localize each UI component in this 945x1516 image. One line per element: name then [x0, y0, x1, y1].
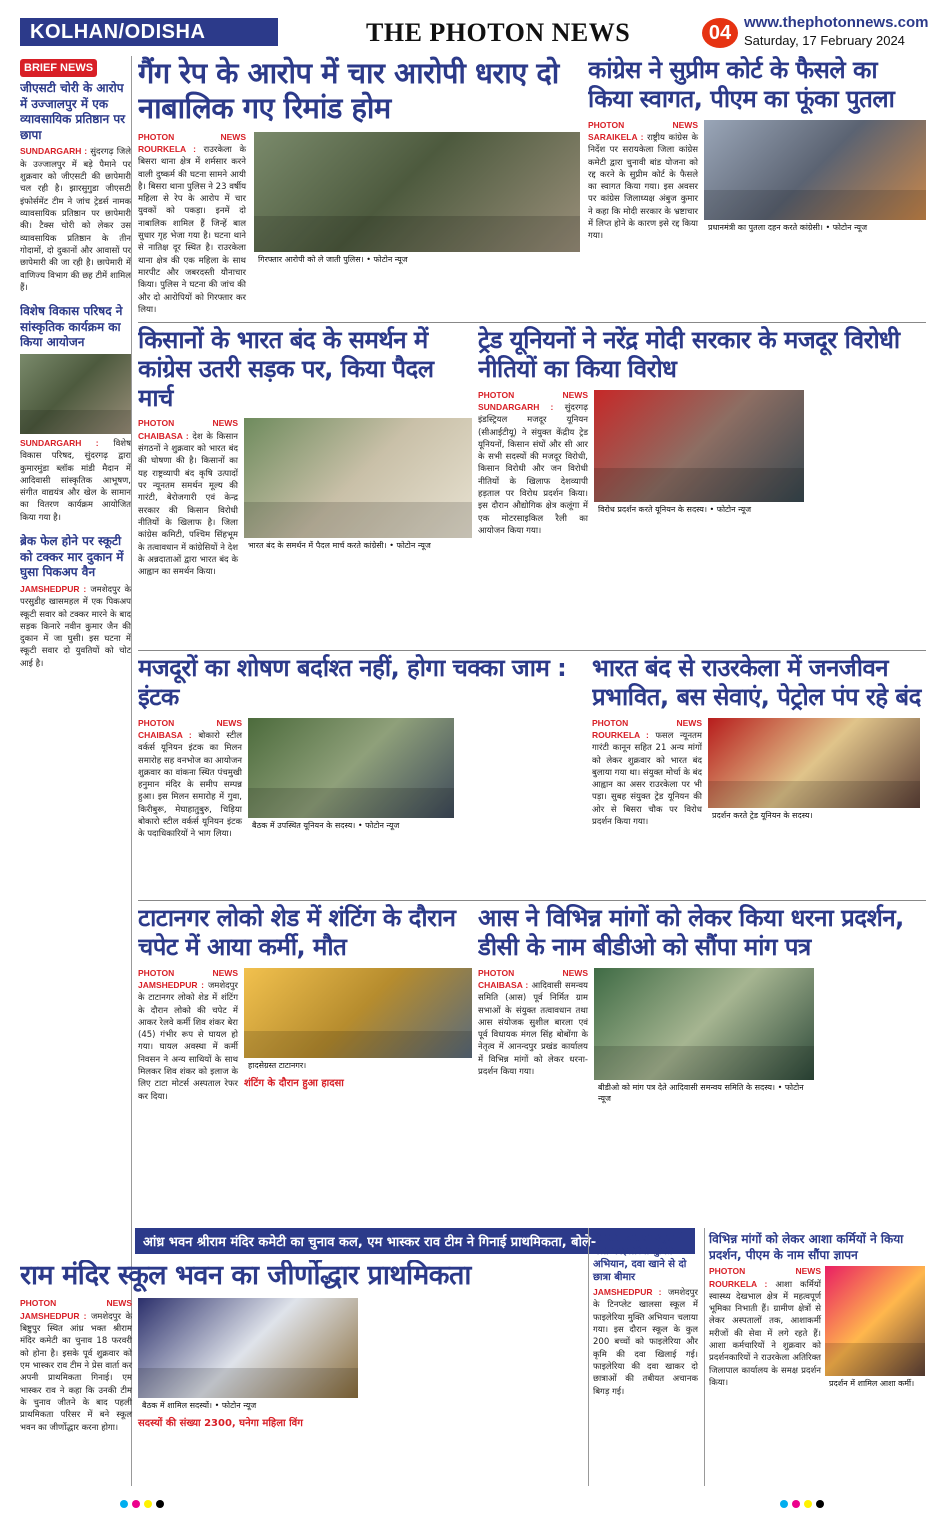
story9-photo: [138, 1298, 358, 1398]
story7-photo: [244, 968, 472, 1058]
story10-dateline: JAMSHEDPUR :: [593, 1287, 662, 1297]
cyan-mark-icon: [780, 1500, 788, 1508]
story9-text: जमशेदपुर के बिष्टुपुर स्थित आंध्र भक्त श्रीराम मंदिर कमेटी का चुनाव 18 फरवरी को होना है। इसके पूर्व शुक्रवार को एम भास्कर राव टीम ने प्रेस वार्ता कर अपनी प्राथमिकता गिनाई। एम भास्कर राव ने कहा कि उनकी टीम के चुनाव जीतने के बाद पहली प्राथमिकता परिसर में बने स्कूल भवन का जीर्णोद्धार करना होगा।: [20, 1311, 133, 1433]
story7-caption: हादसेग्रस्त टाटानगर।: [244, 1058, 472, 1073]
story2-photo: [704, 120, 926, 220]
story-farmers-bharat-bandh: [138, 326, 472, 646]
divider: [138, 900, 926, 901]
brief2-text: विशेष विकास परिषद, सुंदरगढ़ द्वारा कुमारमुंडा ब्लॉक मांडी मैदान में आदिवासी सांस्कृतिक आभूषण, संगीत वाद्ययंत्र और खेल के सामान का वितरण कार्यक्रम आयोजित किया गया है।: [20, 438, 131, 523]
story9-dateline: PHOTON NEWS JAMSHEDPUR :: [20, 1298, 132, 1321]
page-number: 04: [702, 18, 738, 48]
story4-body: [478, 390, 588, 538]
story9-subhead: सदस्यों की संख्या 2300, घनेगा महिला विंग: [138, 1418, 303, 1430]
story2-headline[interactable]: कांग्रेस ने सुप्रीम कोर्ट के फैसले का किया स्वागत, पीएम का फूंका पुतला: [588, 56, 895, 113]
story3-caption: भारत बंद के समर्थन में पैदल मार्च करते कांग्रेसी। • फोटोन न्यूज: [244, 538, 472, 553]
story5-photo: [248, 718, 454, 818]
story7-dateline: PHOTON NEWS JAMSHEDPUR :: [138, 967, 238, 990]
story6-text: फसल न्यूनतम गारंटी कानून सहित 21 अन्य मांगों को लेकर शुक्रवार को भारत बंद बुलाया गया था। संयुक्त मोर्चा के बंद आह्वान का असर राउरकेला पर भी पड़ा। सुबह संयुक्त ट्रेड यूनियन की ओर से बिसरा चौक पर विरोध प्रदर्शन किया गया।: [592, 730, 702, 828]
story6-caption: प्रदर्शन करते ट्रेड यूनियन के सदस्य।: [708, 808, 920, 823]
story-congress-supreme-court: [588, 56, 926, 320]
story2-dateline: PHOTON NEWS SARAIKELA :: [588, 119, 698, 142]
story3-dateline: PHOTON NEWS CHAIBASA :: [138, 418, 238, 441]
story3-headline[interactable]: किसानों के भारत बंद के समर्थन में कांग्रेस उतरी सड़क पर, किया पैदल मार्च: [138, 326, 434, 412]
yellow-mark-icon: [804, 1500, 812, 1508]
story3-text: देश के किसान संगठनों ने शुक्रवार को भारत बंद की घोषणा की है। किसानों का यह राष्ट्रव्यापी बंद कृषि उत्पादों पर न्यूनतम समर्थन मूल्य की गारंटी, बेरोजगारी एवं केन्द्र सरकार की किसान विरोधी नीतियों के खिलाफ है। जिला कांग्रेस कमिटी, पश्चिम सिंहभूम के तत्वावधान में कांग्रेसियों ने देश के अन्नदाताओं द्वारा भारत बंद के आह्वान का समर्थन किया।: [138, 431, 238, 578]
story6-body: [592, 718, 702, 829]
story9-body: [20, 1298, 132, 1433]
cyan-mark-icon: [120, 1500, 128, 1508]
story4-headline[interactable]: ट्रेड यूनियनों ने नरेंद्र मोदी सरकार के मजदूर विरोधी नीतियों का किया विरोध: [478, 326, 900, 383]
story1-dateline: PHOTON NEWS ROURKELA :: [138, 131, 246, 154]
story10-text: जमशेदपुर के टिनप्लेट खालसा स्कूल में फाइलेरिया मुक्ति अभियान चलाया गया। इस दौरान स्कूल के कुल 200 बच्चों को फाइलेरिया और कृमि की दवा खिलाई गई। फाइलेरिया की दवा खाकर दो छात्राओं की तबीयत अचानक बिगड़ गई।: [593, 1288, 698, 1397]
issue-date: Saturday, 17 February 2024: [744, 33, 905, 48]
story-trade-unions: [478, 326, 926, 646]
yellow-mark-icon: [144, 1500, 152, 1508]
story8-body: [478, 968, 588, 1106]
paper-name: THE PHOTON NEWS: [366, 18, 631, 47]
section-tag: KOLHAN/ODISHA: [20, 18, 278, 46]
story9-caption: बैठक में शामिल सदस्यों। • फोटोन न्यूज: [138, 1398, 358, 1413]
divider: [138, 650, 926, 651]
story7-subhead: शंटिंग के दौरान हुआ हादसा: [244, 1077, 344, 1089]
registration-marks-right: [780, 1500, 824, 1510]
brief1-headline: जीएसटी चोरी के आरोप में उज्जालपुर में एक व्यावसायिक प्रतिष्ठान पर छापा: [20, 81, 126, 142]
story1-headline[interactable]: गैंग रेप के आरोप में चार आरोपी धराए दो नाबालिक गए रिमांड होम: [138, 56, 559, 125]
story11-dateline: PHOTON NEWS ROURKELA :: [709, 1266, 821, 1289]
story2-caption: प्रधानमंत्री का पुतला दहन करते कांग्रेसी। • फोटोन न्यूज: [704, 220, 926, 235]
brief1-dateline: SUNDARGARH :: [20, 146, 88, 157]
story7-body: [138, 968, 238, 1103]
brief3-text: जमशेदपुर के परसुडीह खासमहल में एक पिकअप स्कूटी सवार को टक्कर मारने के बाद सड़क किनारे नवीन कुमार जैन की दुकान में जा घुसी। इस घटना में स्कूटी सवार दो युवतियों को चोट आई है।: [20, 584, 132, 669]
story8-text: आदिवासी समन्वय समिति (आस) पूर्व निर्मित ग्राम सभाओं के संयुक्त तत्वावधान तथा आस संयोजक सुशील बारला एवं पूर्व विधायक मंगल सिंह बोबोंगा के नेतृत्व में आनन्दपुर प्रखंड कार्यालय में विभिन्न मांगों को लेकर धरना-प्रदर्शन किया गया।: [478, 980, 588, 1078]
magenta-mark-icon: [792, 1500, 800, 1508]
brief3-headline: ब्रेक फेल होने पर स्कूटी को टक्कर मार दुकान में घुसा पिकअप वैन: [20, 534, 124, 580]
story11-photo: [825, 1266, 925, 1376]
story-aas-dharna: [478, 904, 926, 1222]
story-asha-workers: [704, 1228, 926, 1486]
story3-photo: [244, 418, 472, 538]
story1-text: राउरकेला के बिसरा थाना क्षेत्र में शर्मसार करने वाली दुष्कर्म की घटना सामने आयी है। बिसरा थाना पुलिस ने 23 वर्षीय महिला से रेप के आरोप में चार युवकों को पकड़ा। इनमें दो नाबालिक शामिल हैं जिन्हें बाल सुधार गृह भेजा गया है। घटना थाने से नातिक्ष दूर स्थित है। राउरकेला थाना क्षेत्र की एक महिला के साथ मारपीट और जबरदस्ती यौनाचार किया। पुलिस ने घटना की जांच की और दो आरोपियों को गिरफ्तार कर लिया।: [138, 144, 246, 315]
story9-headline[interactable]: राम मंदिर स्कूल भवन का जीर्णोद्धार प्राथमिकता: [20, 1260, 471, 1291]
story4-text: सुंदरगढ़ इंडस्ट्रियल मजदूर यूनियन (सीआईटीयू) ने संयुक्त केंद्रीय ट्रेड यूनियनों, किसान संघों और सी आर के सभी सदस्यों की मजदूर विरोधी, किसान विरोधी और जन विरोधी नीतियों के खिलाफ देशव्यापी हड़ताल पर विरोध प्रदर्शन किया। इस दौरान औद्योगिक क्षेत्र कलूंगा में एक मोटरसाइकिल रैली का आयोजन किया गया।: [478, 402, 588, 537]
story4-caption: विरोध प्रदर्शन करते यूनियन के सदस्य। • फोटोन न्यूज: [594, 502, 804, 517]
masthead: [0, 0, 945, 50]
brief2-dateline: SUNDARGARH :: [20, 437, 99, 448]
story7-headline[interactable]: टाटानगर लोको शेड में शंटिंग के दौरान चपेट में आया कर्मी, मौत: [138, 904, 456, 961]
story6-headline[interactable]: भारत बंद से राउरकेला में जनजीवन प्रभावित, बस सेवाएं, पेट्रोल पंप रहे बंद: [592, 654, 921, 711]
black-mark-icon: [816, 1500, 824, 1508]
brief1-text: सुंदरगढ़ जिले के उज्जालपुर में बड़े पैमाने पर शुक्रवार को जीएसटी की छापेमारी चल रही है। झारसुगुडा जीएसटी इंफोर्समेंट टीम ने जांच ट्रेडर्स नामक व्यावसायिक प्रतिष्ठान पर छापेमारी की। टैक्स चोरी को लेकर उस व्यावसायिक प्रतिष्ठान के तीन गोदामों, दो दुकानों और आवासों पर छापेमारी की जा रही है। छापेमारी में वाणिज्य विभाग की छह टीमें शामिल हैं।: [20, 147, 132, 293]
story3-body: [138, 418, 238, 578]
story-gang-rape: [138, 56, 580, 320]
story6-dateline: PHOTON NEWS ROURKELA :: [592, 717, 702, 740]
story5-body: [138, 718, 242, 841]
story8-caption: बीडीओ को मांग पत्र देते आदिवासी समन्वय समिति के सदस्य। • फोटोन न्यूज: [594, 1080, 814, 1106]
magenta-mark-icon: [132, 1500, 140, 1508]
story-ram-mandir: [20, 1260, 580, 1486]
story1-photo: [254, 132, 580, 252]
story2-text: राष्ट्रीय कांग्रेस के निर्देश पर सरायकेला जिला कांग्रेस कमेटी द्वारा चुनावी बांड योजना को रद्द करने के सुप्रीम कोर्ट के फैसले का स्वागत किया गया। इस अवसर पर कांग्रेस जिलाध्यक्ष अंबुज कुमार ने कहा कि मोदी सरकार के भ्रष्टाचार में लिप्त होने के कारण इसे रद्द किया गया।: [588, 132, 699, 242]
story1-body: [138, 132, 246, 317]
story4-photo: [594, 390, 804, 502]
site-url[interactable]: www.thephotonnews.com: [744, 14, 929, 31]
brief-news-badge: BRIEF NEWS: [20, 59, 97, 77]
story8-dateline: PHOTON NEWS CHAIBASA :: [478, 967, 588, 990]
story1-caption: गिरफ्तार आरोपी को ले जाती पुलिस। • फोटोन न्यूज: [254, 252, 580, 267]
brief2-photo: [20, 354, 131, 434]
story7-text: जमशेदपुर के टाटानगर लोको शेड में शंटिंग के दौरान लोको की चपेट में आकर रेलवे कर्मी शिव शंकर बेरा (45) गंभीर रूप से घायल हो गया। घायल अवस्था में कर्मी निवसन ने अन्य साथियों के साथ मिलकर शिव शंकर को इलाज के लिए टाटा मोटर्स अस्पताल रेफर कर दिया।: [138, 980, 238, 1102]
story11-caption: प्रदर्शन में शामिल आशा कर्मी।: [825, 1376, 925, 1391]
story2-body: [588, 120, 698, 243]
brief1-body: [20, 146, 131, 294]
story11-body: [709, 1266, 821, 1391]
story11-headline[interactable]: विभिन्न मांगों को लेकर आशा कर्मियों ने किया प्रदर्शन, पीएम के नाम सौंपा ज्ञापन: [709, 1232, 904, 1262]
brief2-headline: विशेष विकास परिषद ने सांस्कृतिक कार्यक्रम का किया आयोजन: [20, 304, 123, 350]
story5-headline[interactable]: मजदूरों का शोषण बर्दाश्त नहीं, होगा चक्का जाम : इंटक: [138, 654, 567, 711]
story4-dateline: PHOTON NEWS SUNDARGARH :: [478, 389, 588, 412]
story8-photo: [594, 968, 814, 1080]
story-rourkela-bandh: [592, 654, 926, 898]
story5-text: बोकारो स्टील वर्कर्स यूनियन इंटक का मिलन समारोह सह वनभोज का आयोजन शुक्रवार का वांकना स्थित पंचमुखी हनुमान मंदिर के समीप सम्पन्न हुआ। इस मिलन समारोह में गुवा, किरीबुरू, मेघाहातुबुरु, चिड़िया बोकारो स्टील वर्कर्स यूनियन इंटक के पदाधिकारियों ने भाग लिया।: [138, 730, 242, 840]
story5-dateline: PHOTON NEWS CHAIBASA :: [138, 717, 242, 740]
story11-text: आशा कर्मियों स्वास्थ्य देखभाल क्षेत्र में महत्वपूर्ण भूमिका निभाती हैं। ग्रामीण क्षेत्रों से लेकर अस्पतालों तक, आशाकर्मी मरीजों की सेवा में लगे रहते हैं। आशा कर्मचारियों ने शुक्रवार को प्रदर्शनकारियों ने राउरकेला अतिरिक्त जिलापाल कार्यालय के समक्ष प्रदर्शन किया।: [709, 1279, 821, 1388]
ram-mandir-banner-strip: आंध्र भवन श्रीराम मंदिर कमेटी का चुनाव कल, एम भास्कर राव टीम ने गिनाई प्राथमिकता, बोले-: [135, 1228, 695, 1254]
story8-headline[interactable]: आस ने विभिन्न मांगों को लेकर किया धरना प्रदर्शन, डीसी के नाम बीडीओ को सौंपा मांग पत्र: [478, 904, 904, 961]
brief2-body: [20, 438, 131, 524]
brief3-dateline: JAMSHEDPUR :: [20, 583, 87, 594]
story6-photo: [708, 718, 920, 808]
registration-marks-left: [120, 1500, 164, 1510]
story10-body: [593, 1287, 698, 1398]
black-mark-icon: [156, 1500, 164, 1508]
story-filaria: [588, 1228, 698, 1486]
story-intuc: [138, 654, 586, 898]
story5-caption: बैठक में उपस्थित यूनियन के सदस्य। • फोटोन न्यूज: [248, 818, 454, 833]
divider: [138, 322, 926, 323]
story-loco-shed-death: [138, 904, 472, 1222]
story10-headline[interactable]: टिनप्लेट खालसा स्कूल में चला फाइलेरिया मुक्ति अभियान, दवा खाने से दो छात्रा बीमार: [593, 1233, 687, 1283]
brief3-body: [20, 584, 131, 670]
